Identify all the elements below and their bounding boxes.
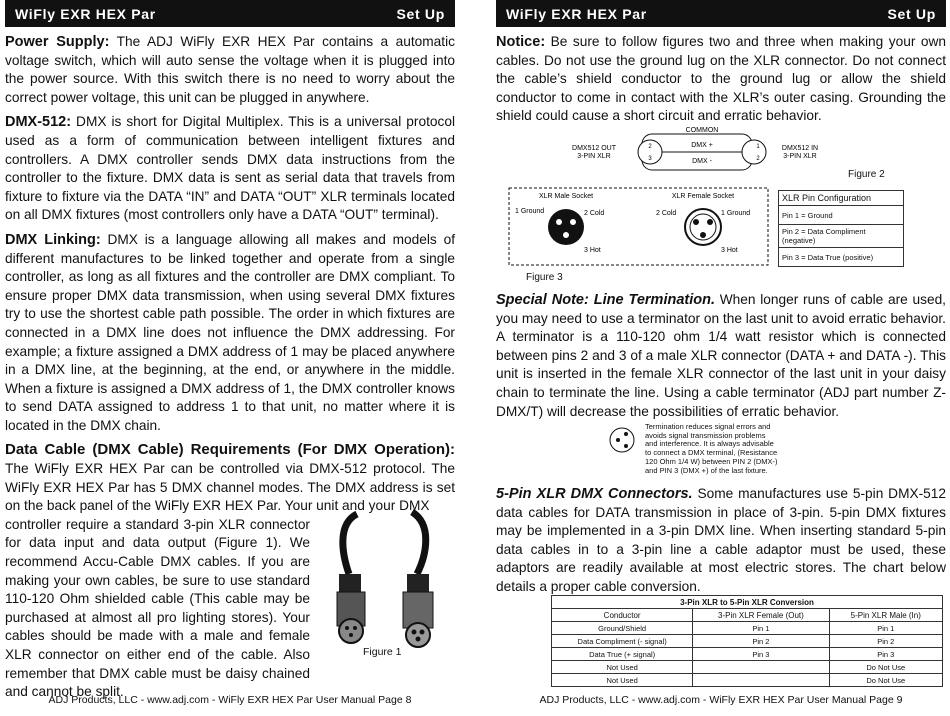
table-cell: Do Not Use bbox=[829, 674, 942, 687]
data-cable-continued: controller require a standard 3-pin XLR connector for data input and data output (Figure 1). We recommend Accu-Cable DMX cables. If you are making your own cables, be sure to use standard 110-120 Ohm shielded cable (This cable may be purchased at almost all pro lighting stores). Your cables should be made with a male and female XLR connector on either end of the cable. Also remember that DMX cable must be daisy chained and cannot be split. bbox=[5, 516, 310, 700]
male-cold-label: 2 Cold bbox=[584, 210, 605, 217]
dmx-linking-text: DMX is a language allowing all makes and models of different manufactures to be linked together and operate from a single controller, as long as all fixtures and the controller are DMX compliant. To ensure proper DMX data transmission, when using several DMX fixtures try to use the shortest cable path possible. The order in which fixtures are connected in a DMX line does not influence the DMX addressing. For example; a fixture assigned a DMX address of 1 may be placed anywhere in a DMX line, at the beginning, at the end, or anywhere in the middle. When a fixture is assigned a DMX address of 1, the DMX controller knows to send DATA assigned to address 1 to that unit, no matter where it is located in the DMX chain. bbox=[5, 231, 455, 433]
notice-text: Be sure to follow figures two and three when making your own cables. Do not use the ground lug on the XLR connector. Do not connect the cable’s shield conductor to the ground lug or allow the shield conductor to come in contact with the XLR’s outer casing. Grounding the shield could cause a short circuit and erratic behavior. bbox=[496, 34, 946, 124]
male-ground-label: 1 Ground bbox=[515, 208, 545, 215]
power-supply-heading: Power Supply: bbox=[5, 34, 110, 50]
notice-heading: Notice: bbox=[496, 34, 546, 50]
out-label: DMX512 OUT bbox=[572, 145, 616, 152]
female-ground-label: 1 Ground bbox=[721, 210, 751, 217]
out-pin2: 2 bbox=[648, 144, 652, 150]
figure3-caption: Figure 3 bbox=[526, 272, 563, 283]
table-cell: Pin 2 bbox=[693, 635, 829, 648]
table-cell: Data True (+ signal) bbox=[552, 648, 693, 661]
table-cell: Pin 1 bbox=[693, 622, 829, 635]
figure2-diagram bbox=[546, 122, 886, 184]
table-cell bbox=[693, 674, 829, 687]
column-header: 3-Pin XLR Female (Out) bbox=[693, 609, 829, 622]
in-label: DMX512 IN bbox=[781, 145, 819, 152]
table-row bbox=[552, 622, 943, 635]
conversion-table-title: 3-Pin XLR to 5-Pin XLR Conversion bbox=[552, 596, 943, 609]
table-row: Pin 2 = Data Compliment (negative) bbox=[779, 225, 904, 248]
page-header bbox=[5, 0, 455, 27]
header-section: Set Up bbox=[396, 5, 445, 22]
header-title: WiFly EXR HEX Par bbox=[506, 5, 647, 22]
termination-note bbox=[645, 423, 790, 475]
common-label: COMMON bbox=[685, 127, 719, 134]
dmx-linking-heading: DMX Linking: bbox=[5, 231, 101, 248]
table-cell: Do Not Use bbox=[829, 661, 942, 674]
table-cell: Pin 3 bbox=[693, 648, 829, 661]
note-line: and interference. It is always advisable bbox=[645, 439, 774, 449]
fivepin-paragraph bbox=[496, 485, 946, 597]
female-cold-label: 2 Cold bbox=[656, 210, 677, 217]
table-row: Pin 1 = Ground bbox=[779, 206, 904, 225]
note-line: Termination reduces signal errors and bbox=[645, 422, 771, 431]
termination-text: When longer runs of cable are used, you may need to use a terminator on the last unit to avoid erratic behavior. A terminator is a 110-120 ohm 1/4 watt resistor which is connected between pins 2 and 3 of a male XLR connector (DATA + and DATA -). This unit is inserted in the female XLR connector of the last unit in your daisy chain to terminate the line. Using a cable terminator (ADJ part number Z-DMX/T) will decrease the possibilities of erratic behavior. bbox=[496, 292, 946, 419]
note-line: to connect a DMX terminal, (Resistance bbox=[645, 448, 778, 458]
notice-block bbox=[496, 27, 946, 126]
page-footer: ADJ Products, LLC - www.adj.com - WiFly EXR HEX Par User Manual Page 9 bbox=[539, 694, 903, 706]
right-page bbox=[496, 0, 946, 716]
dmx-linking-paragraph bbox=[5, 231, 455, 436]
data-cable-heading: Data Cable (DMX Cable) Requirements (For DMX Operation): bbox=[5, 441, 455, 459]
dmx512-paragraph bbox=[5, 113, 455, 225]
fivepin-heading: 5-Pin XLR DMX Connectors. bbox=[496, 486, 693, 502]
terminator-icon bbox=[608, 426, 636, 454]
table-cell: Data Compliment (- signal) bbox=[552, 635, 693, 648]
table-cell: Not Used bbox=[552, 674, 693, 687]
power-supply-paragraph bbox=[5, 33, 455, 107]
table-cell: Pin 2 bbox=[829, 635, 942, 648]
table-row bbox=[552, 648, 943, 661]
male-hot-label: 3 Hot bbox=[584, 247, 601, 254]
in-sublabel: 3-PIN XLR bbox=[783, 153, 817, 160]
in-pin1: 1 bbox=[756, 144, 760, 150]
termination-paragraph bbox=[496, 291, 946, 421]
xlr-pin-config-table bbox=[778, 190, 904, 267]
table-row: Pin 3 = Data True (positive) bbox=[779, 248, 904, 267]
fivepin-block bbox=[496, 485, 946, 597]
page-footer: ADJ Products, LLC - www.adj.com - WiFly EXR HEX Par User Manual Page 8 bbox=[48, 694, 412, 706]
fivepin-text: Some manufactures use 5-pin DMX-512 data cables for DATA transmission in place of 3-pin. 5-pin DMX fixtures may be implemented in a 3-pin DMX line. When inserting standard 5-pin data cables in to a 3-pin line a cable adaptor must be used, these adaptors are readily available at most electric stores. The chart below details a proper cable conversion. bbox=[496, 486, 946, 594]
female-hot-label: 3 Hot bbox=[721, 247, 738, 254]
power-supply-text: The ADJ WiFly EXR HEX Par contains a automatic voltage switch, which will auto sense the voltage when it is plugged into the power source. With this switch there is no need to worry about the correct power voltage, this unit can be plugged in anywhere. bbox=[5, 34, 455, 105]
notice-paragraph bbox=[496, 33, 946, 126]
header-section: Set Up bbox=[887, 5, 936, 22]
xlr-cable-figure bbox=[317, 504, 457, 654]
out-sublabel: 3-PIN XLR bbox=[577, 153, 611, 160]
table-row bbox=[552, 674, 943, 687]
note-line: and PIN 3 (DMX +) of the last fixture. bbox=[645, 465, 768, 475]
table-row bbox=[552, 635, 943, 648]
dmx512-heading: DMX-512: bbox=[5, 114, 72, 131]
data-cable-text: The WiFly EXR HEX Par can be controlled via DMX-512 protocol. The WiFly EXR HEX Par has 5 DMX channel modes. The DMX address is set on the back panel of the WiFly EXR HEX Par. Your unit and your DMX bbox=[5, 461, 455, 514]
figure3-diagram bbox=[508, 185, 770, 267]
termination-block bbox=[496, 291, 946, 421]
conversion-table bbox=[551, 595, 943, 687]
out-pin3: 3 bbox=[648, 156, 652, 162]
pin-table-title: XLR Pin Configuration bbox=[779, 191, 904, 206]
figure1-caption: Figure 1 bbox=[363, 646, 402, 658]
male-socket-label: XLR Male Socket bbox=[538, 193, 594, 200]
dmx-plus-label: DMX + bbox=[691, 142, 713, 149]
table-cell: Pin 3 bbox=[829, 648, 942, 661]
female-socket-label: XLR Female Socket bbox=[671, 193, 735, 200]
table-cell: Not Used bbox=[552, 661, 693, 674]
column-header: Conductor bbox=[552, 609, 693, 622]
note-line: avoids signal transmission problems bbox=[645, 430, 766, 440]
dmx512-text: DMX is short for Digital Multiplex. This is a universal protocol used as a form of communication between intelligent fixtures and controllers. A DMX controller sends DMX data instructions from the controller to the fixture. DMX data is sent as serial data that travels from fixture to fixture via the DATA “IN” and DATA “OUT” XLR terminals located on all DMX fixtures (most controllers only have a DATA “OUT” terminal). bbox=[5, 114, 455, 223]
table-row bbox=[552, 661, 943, 674]
page-header bbox=[496, 0, 946, 27]
column-header: 5-Pin XLR Male (In) bbox=[829, 609, 942, 622]
termination-heading: Special Note: Line Termination. bbox=[496, 292, 715, 308]
dmx-minus-label: DMX - bbox=[692, 158, 712, 165]
table-cell: Ground/Shield bbox=[552, 622, 693, 635]
table-cell: Pin 1 bbox=[829, 622, 942, 635]
note-line: 120 Ohm 1/4 W) between PIN 2 (DMX-) bbox=[645, 456, 778, 466]
header-title: WiFly EXR HEX Par bbox=[15, 5, 156, 22]
left-page bbox=[5, 0, 455, 716]
table-cell bbox=[693, 661, 829, 674]
in-pin2: 2 bbox=[756, 156, 760, 162]
figure2-caption: Figure 2 bbox=[848, 169, 885, 180]
